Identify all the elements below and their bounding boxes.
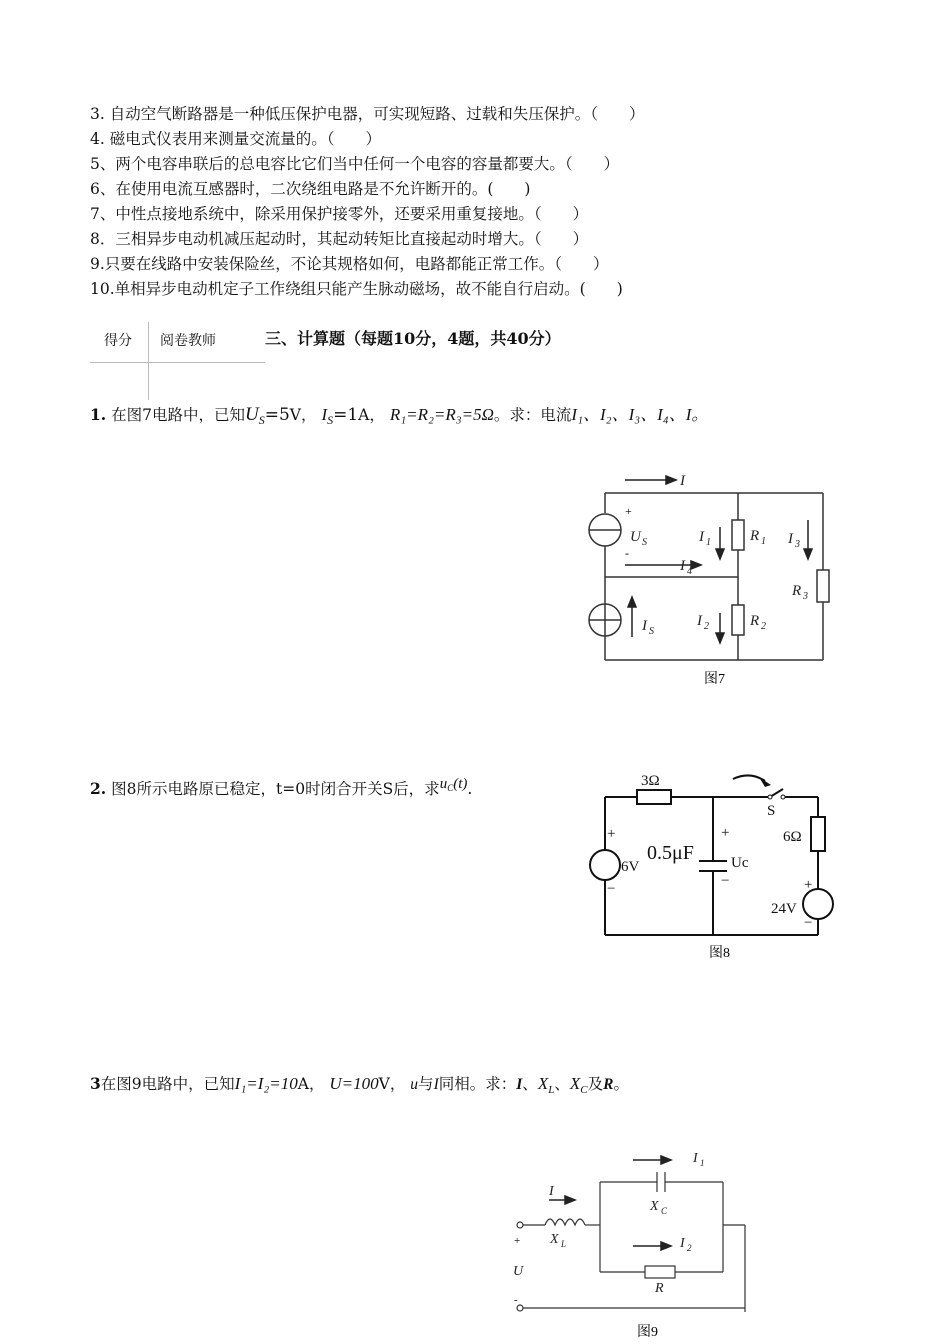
fig9-label-xl: X (550, 1232, 559, 1247)
problem-3-end: 。 (613, 1075, 629, 1093)
problem-3 (90, 1072, 629, 1096)
problem-1-unit-v: V， (289, 406, 317, 424)
fig9-label-i: I (549, 1184, 554, 1199)
fig8-v1-minus: − (607, 881, 616, 897)
fig8-v2-plus: + (804, 877, 813, 893)
problem-2-uc-sub: C (447, 783, 454, 793)
problem-3-sep1: 、 (522, 1075, 538, 1093)
score-box-hline (90, 362, 265, 363)
problem-3-unit-a: A， (297, 1075, 325, 1093)
problem-2-uc: u (439, 776, 448, 792)
question-10: 10.单相异步电动机定子工作绕组只能产生脉动磁场，故不能自行启动。( ) (90, 280, 623, 298)
problem-1-asks: I₁、I₂、I₃、I₄、I。 (571, 405, 709, 424)
grader-label: 阅卷教师 (160, 333, 216, 349)
fig7-label-is-sub: S (649, 626, 654, 637)
fig7-label-r1-sub: 1 (761, 536, 766, 547)
problem-2 (90, 777, 472, 799)
fig9-label-i1: I (693, 1151, 698, 1166)
problem-3-ask-i: I (516, 1076, 523, 1093)
fig7-label-r3: R (792, 583, 802, 599)
fig7-label-i2: I (697, 613, 702, 629)
fig7-label-r2: R (750, 613, 760, 629)
problem-2-text: 图8所示电路原已稳定，t=0时闭合开关S后，求 (111, 780, 440, 798)
question-5: 5、两个电容串联后的总电容比它们当中任何一个电容的容量都要大。（ ） (90, 155, 620, 173)
fig7-label-i3: I (788, 531, 793, 547)
fig7-plus: + (625, 504, 632, 518)
fig8-v2: 24V (771, 901, 797, 917)
problem-1-is-sub: S (327, 413, 334, 428)
fig9-label-i1-sub: 1 (700, 1158, 705, 1168)
fig7-label-i3-sub: 3 (795, 539, 800, 550)
problem-3-cond: I₁=I₂=10 (234, 1074, 298, 1093)
problem-3-r: R (603, 1076, 614, 1093)
fig8-uc-plus: + (721, 825, 730, 841)
problem-3-u-sym: u (410, 1076, 419, 1093)
fig7-label-is: I (642, 618, 647, 634)
problem-2-number: 2. (90, 779, 107, 798)
problem-2-uc-arg: (t) (453, 776, 468, 792)
question-4: 4. 磁电式仪表用来测量交流量的。（ ） (90, 130, 381, 148)
question-9: 9.只要在线路中安装保险丝，不论其规格如何，电路都能正常工作。（ ） (90, 255, 609, 273)
fig9-label-u: U (513, 1264, 524, 1279)
problem-1-resistors: R₁=R₂=R₃=5Ω (389, 405, 494, 424)
problem-3-text-c: 同相。求： (438, 1075, 517, 1093)
score-box (90, 322, 265, 400)
fig7-caption: 图7 (704, 672, 725, 687)
problem-1-text-a: 在图7电路中，已知 (111, 406, 245, 424)
score-label: 得分 (104, 333, 132, 349)
fig7-label-us-sub: S (642, 537, 647, 548)
figure-7-circuit (580, 465, 840, 695)
problem-3-u: U=100 (329, 1074, 379, 1093)
fig7-label-i4-sub: 4 (687, 566, 692, 577)
fig8-r2: 6Ω (783, 829, 802, 845)
problem-3-i-sym: I (433, 1076, 439, 1093)
fig8-v1: 6V (621, 859, 640, 875)
fig9-caption: 图9 (637, 1325, 658, 1340)
question-7: 7、中性点接地系统中，除采用保护接零外，还要采用重复接地。（ ） (90, 205, 589, 223)
section-title: 三、计算题（每题10分，4题，共40分） (265, 329, 561, 348)
fig7-label-i4: I (680, 558, 685, 574)
figure-9-circuit (505, 1140, 765, 1344)
fig8-capacitor: 0.5μF (647, 842, 694, 864)
problem-1-number: 1. (90, 405, 107, 424)
fig9-label-r: R (655, 1281, 664, 1296)
problem-1-is-val: =1 (333, 405, 359, 425)
fig7-label-r2-sub: 2 (761, 621, 766, 632)
problem-3-and: 及 (587, 1075, 604, 1093)
fig7-label-r1: R (750, 528, 760, 544)
fig7-label-i: I (680, 473, 685, 489)
problem-1 (90, 400, 708, 428)
fig9-plus: + (514, 1235, 521, 1247)
problem-1-us-sub: S (258, 413, 265, 428)
problem-3-xc: X (569, 1074, 581, 1093)
problem-1-text-b: 。求：电流 (493, 406, 572, 424)
fig7-label-us: U (630, 529, 641, 545)
problem-3-unit-v: V， (378, 1075, 406, 1093)
fig8-caption: 图8 (709, 946, 730, 961)
fig9-label-xl-sub: L (561, 1239, 567, 1249)
fig9-label-xc-sub: C (661, 1206, 668, 1216)
problem-3-xl: X (537, 1074, 549, 1093)
problem-1-unit-a: A， (358, 406, 385, 424)
fig9-label-xc: X (650, 1199, 659, 1214)
figure-8-circuit (585, 765, 845, 965)
question-8: 8．三相异步电动机减压起动时，其起动转矩比直接起动时增大。（ ） (90, 230, 589, 248)
fig9-label-i2-sub: 2 (687, 1243, 692, 1253)
fig8-r1: 3Ω (641, 773, 660, 789)
score-box-vline (148, 322, 149, 400)
fig8-switch: S (767, 803, 776, 819)
fig8-v1-plus: + (607, 826, 616, 842)
problem-3-xl-sub: L (548, 1084, 555, 1097)
problem-1-us: U (245, 404, 259, 425)
problem-2-end: . (467, 780, 473, 798)
question-3: 3. 自动空气断路器是一种低压保护电器，可实现短路、过载和失压保护。（ ） (90, 105, 645, 123)
problem-3-sep2: 、 (554, 1075, 570, 1093)
fig7-label-i1-sub: 1 (706, 537, 711, 548)
fig9-label-i2: I (680, 1236, 685, 1251)
problem-3-xc-sub: C (580, 1084, 588, 1097)
fig8-v2-minus: − (804, 915, 813, 931)
problem-3-text-b: 与 (418, 1075, 434, 1093)
fig7-label-i1: I (699, 529, 704, 545)
fig7-label-r3-sub: 3 (803, 591, 808, 602)
problem-3-number: 3 (90, 1074, 101, 1093)
fig7-label-i2-sub: 2 (704, 621, 709, 632)
fig8-uc-minus: − (721, 873, 730, 889)
problem-1-us-val: =5 (264, 405, 290, 425)
question-6: 6、在使用电流互感器时，二次绕组电路是不允许断开的。( ) (90, 180, 531, 198)
fig9-minus: - (514, 1294, 518, 1306)
problem-3-text-a: 在图9电路中，已知 (100, 1075, 235, 1093)
fig8-uc: Uc (731, 855, 749, 871)
problem-1-is: I (321, 405, 328, 424)
fig7-minus: - (625, 546, 629, 560)
